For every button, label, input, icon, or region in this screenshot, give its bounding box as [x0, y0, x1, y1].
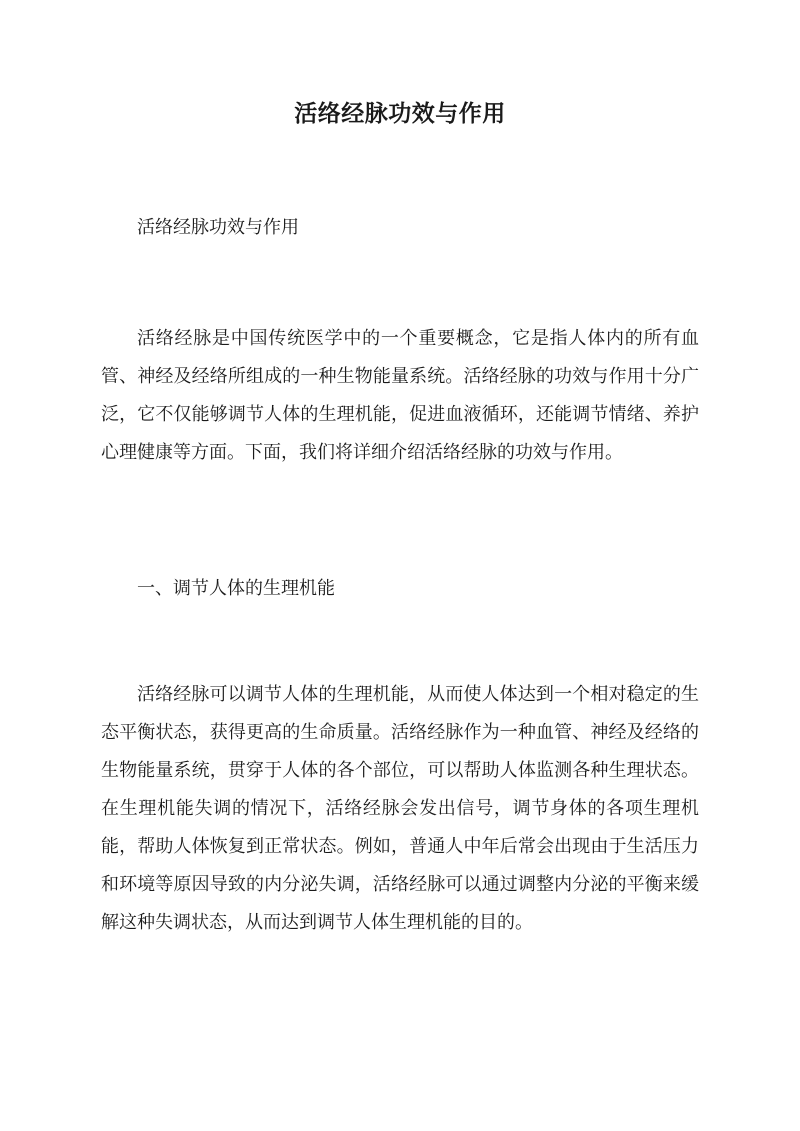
- intro-paragraph: 活络经脉是中国传统医学中的一个重要概念，它是指人体内的所有血管、神经及经络所组成的一种生物能量系统。活络经脉的功效与作用十分广泛，它不仅能够调节人体的生理机能，促进血液循环，还能调节情绪、养护心理健康等方面。下面，我们将详细介绍活络经脉的功效与作用。: [101, 328, 699, 463]
- document-subtitle: 活络经脉功效与作用: [137, 217, 299, 238]
- section-heading: 一、调节人体的生理机能: [137, 578, 335, 599]
- document-title: 活络经脉功效与作用: [294, 100, 506, 127]
- section-body-paragraph: 活络经脉可以调节人体的生理机能，从而使人体达到一个相对稳定的生态平衡状态，获得更高的生命质量。活络经脉作为一种血管、神经及经络的生物能量系统，贯穿于人体的各个部位，可以帮助人体监测各种生理状态。在生理机能失调的情况下，活络经脉会发出信号，调节身体的各项生理机能，帮助人体恢复到正常状态。例如，普通人中年后常会出现由于生活压力和环境等原因导致的内分泌失调，活络经脉可以通过调整内分泌的平衡来缓解这种失调状态，从而达到调节人体生理机能的目的。: [101, 684, 699, 933]
